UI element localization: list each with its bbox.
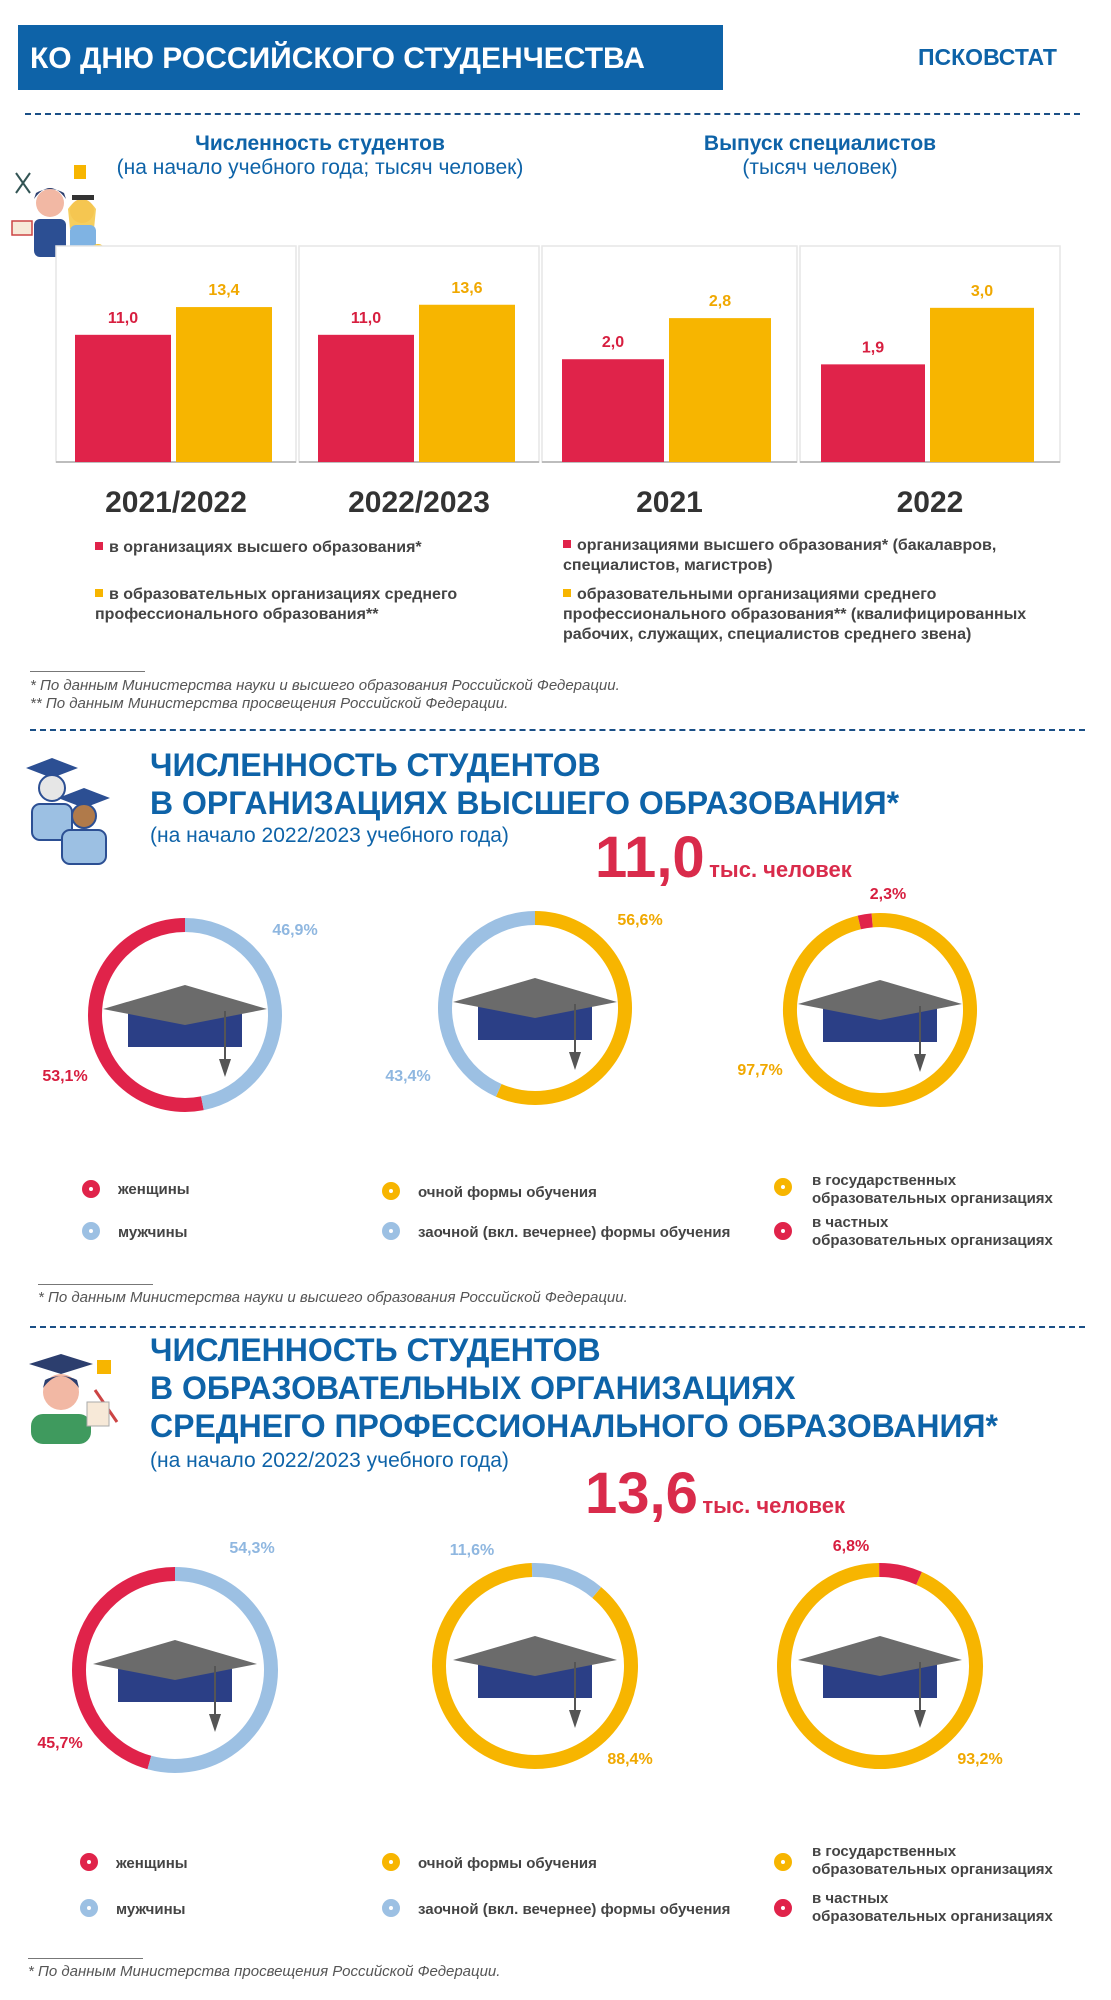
legend-label: в организациях высшего образования*: [109, 539, 422, 556]
bar-value-label: 2,8: [708, 293, 732, 311]
students-count-title: [70, 132, 570, 180]
donut-value-label: 6,8%: [832, 1538, 870, 1555]
section3-title-line: В ОБРАЗОВАТЕЛЬНЫХ ОРГАНИЗАЦИЯХ: [150, 1370, 796, 1406]
total-unit: тыс. человек: [702, 1493, 845, 1518]
legend-square-red: [95, 542, 103, 550]
bar-red: [75, 335, 171, 462]
legend-parttime: заочной (вкл. вечернее) формы обучения: [418, 1901, 731, 1918]
donut-value-label: 46,9%: [272, 922, 318, 939]
section2-title: [150, 746, 899, 822]
section3-title: [150, 1331, 998, 1445]
legend-parttime: заочной (вкл. вечернее) формы обучения: [418, 1224, 731, 1241]
legend-item-secondary-ed: [95, 585, 475, 625]
legend-square-red: [563, 540, 571, 548]
donut-charts-secondary-ed: [0, 1530, 1111, 1800]
bar-yellow: [419, 305, 515, 462]
legend-ring-blue: [80, 1899, 98, 1917]
legend-women: женщины: [116, 1855, 188, 1872]
category-label: 2022/2023: [348, 486, 490, 519]
section3-total: [585, 1460, 845, 1527]
bar-yellow: [669, 318, 771, 462]
bar-value-label: 13,4: [208, 282, 240, 300]
legend-state-line: образовательных организациях: [812, 1861, 1053, 1878]
legend-ring-yellow: [382, 1182, 400, 1200]
bar-value-label: 11,0: [107, 309, 139, 327]
graduates-subtitle: (тысяч человек): [742, 156, 898, 179]
legend-item-higher-ed: [95, 538, 515, 558]
legend-private-line: в частных: [812, 1214, 889, 1231]
donut-value-label: 45,7%: [37, 1735, 83, 1752]
bar-yellow: [930, 308, 1034, 462]
donut-value-label: 11,6%: [449, 1542, 495, 1559]
section2-subtitle: (на начало 2022/2023 учебного года): [150, 824, 509, 847]
bar-chart: [50, 240, 1080, 530]
legend-fulltime: очной формы обучения: [418, 1184, 597, 1201]
bar-value-label: 2,0: [601, 334, 625, 352]
section3-footnote: * По данным Министерства просвещения Российской Федерации.: [28, 1963, 501, 1980]
legend-ring-yellow: [774, 1853, 792, 1871]
section3-subtitle: (на начало 2022/2023 учебного года): [150, 1449, 509, 1472]
divider: [30, 1326, 1085, 1328]
brand-name: ПСКОВСТАТ: [918, 44, 1057, 70]
legend-square-yellow: [563, 589, 571, 597]
legend-private-line: в частных: [812, 1890, 889, 1907]
legend-ring-blue: [382, 1222, 400, 1240]
category-label: 2022: [896, 486, 964, 519]
legend-state-line: образовательных организациях: [812, 1190, 1053, 1207]
cap-board: [103, 985, 267, 1025]
bar-yellow: [176, 307, 272, 462]
students-count-title-text: Численность студентов: [195, 132, 445, 155]
graduates-title: [620, 132, 1020, 180]
legend-private-line: образовательных организациях: [812, 1908, 1053, 1925]
bar-red: [562, 359, 664, 462]
legend-ring-yellow: [774, 1178, 792, 1196]
legend-women: женщины: [118, 1181, 190, 1198]
total-number: 11,0: [595, 825, 705, 890]
legend-ring-blue: [82, 1222, 100, 1240]
donut-value-label: 56,6%: [617, 912, 663, 929]
legend-private: [812, 1890, 1053, 1926]
students-count-subtitle: (на начало учебного года; тысяч человек): [116, 156, 524, 179]
legend-item-grad-secondary: [563, 585, 1073, 645]
donut-value-label: 43,4%: [385, 1068, 431, 1085]
category-label: 2021/2022: [105, 486, 247, 519]
cap-tassel: [914, 1054, 926, 1072]
footnote-line: [30, 671, 145, 672]
donut-value-label: 93,2%: [957, 1751, 1003, 1768]
cap-tassel: [569, 1710, 581, 1728]
cap-board: [93, 1640, 257, 1680]
legend-ring-red: [82, 1180, 100, 1198]
legend-item-grad-higher: [563, 536, 1033, 576]
legend-ring-red: [774, 1899, 792, 1917]
donut-charts-higher-ed: [0, 880, 1111, 1140]
footnote-1: * По данным Министерства науки и высшего образования Российской Федерации.: [30, 677, 620, 694]
legend-private: [812, 1214, 1053, 1250]
cap-tassel: [914, 1710, 926, 1728]
donut-value-label: 53,1%: [42, 1068, 88, 1085]
bar-value-label: 1,9: [861, 339, 885, 357]
legend-ring-blue: [382, 1899, 400, 1917]
total-number: 13,6: [585, 1461, 698, 1526]
legend-state: [812, 1843, 1053, 1879]
cap-board: [453, 1636, 617, 1676]
bar-value-label: 11,0: [350, 309, 382, 327]
legend-state-line: в государственных: [812, 1172, 957, 1189]
legend-state: [812, 1172, 1053, 1208]
donut-value-label: 97,7%: [737, 1062, 783, 1079]
bar-red: [318, 335, 414, 462]
student-icon: [25, 1350, 125, 1445]
category-label: 2021: [636, 486, 703, 519]
footnote-line: [38, 1284, 153, 1285]
legend-label: образовательными организациями среднего профессионального образования** (квалифицированных рабочих, служащих, специалистов среднего звена): [563, 586, 1027, 643]
legend-ring-red: [774, 1222, 792, 1240]
legend-ring-red: [80, 1853, 98, 1871]
footnote-line: [28, 1958, 143, 1959]
page-header: КО ДНЮ РОССИЙСКОГО СТУДЕНЧЕСТВА: [18, 25, 723, 90]
donut-value-label: 54,3%: [229, 1540, 275, 1557]
legend-square-yellow: [95, 589, 103, 597]
divider: [30, 729, 1085, 731]
cap-tassel: [569, 1052, 581, 1070]
cap-tassel: [209, 1714, 221, 1732]
footnote-2: ** По данным Министерства просвещения Российской Федерации.: [30, 695, 509, 712]
bar-red: [821, 364, 925, 462]
donut-value-label: 2,3%: [869, 886, 907, 903]
legend-ring-yellow: [382, 1853, 400, 1871]
legend-state-line: в государственных: [812, 1843, 957, 1860]
section2-footnote: * По данным Министерства науки и высшего образования Российской Федерации.: [38, 1289, 628, 1306]
donut-segment: [532, 1570, 597, 1592]
section3-title-line: СРЕДНЕГО ПРОФЕССИОНАЛЬНОГО ОБРАЗОВАНИЯ*: [150, 1408, 998, 1444]
cap-tassel: [219, 1059, 231, 1077]
legend-men: мужчины: [118, 1224, 188, 1241]
bar-value-label: 3,0: [970, 282, 994, 300]
legend-fulltime: очной формы обучения: [418, 1855, 597, 1872]
graduates-title-text: Выпуск специалистов: [703, 132, 937, 155]
divider: [25, 113, 1080, 115]
cap-board: [798, 1636, 962, 1676]
legend-private-line: образовательных организациях: [812, 1232, 1053, 1249]
total-unit: тыс. человек: [709, 857, 852, 882]
donut-segment: [859, 920, 872, 922]
section2-title-line: ЧИСЛЕННОСТЬ СТУДЕНТОВ: [150, 747, 601, 783]
donut-value-label: 88,4%: [607, 1751, 653, 1768]
section2-title-line: В ОРГАНИЗАЦИЯХ ВЫСШЕГО ОБРАЗОВАНИЯ*: [150, 785, 900, 821]
legend-label: организациями высшего образования* (бакалавров, специалистов, магистров): [563, 537, 997, 574]
section3-title-line: ЧИСЛЕННОСТЬ СТУДЕНТОВ: [150, 1332, 601, 1368]
cap-board: [798, 980, 962, 1020]
graduate-students-icon: [22, 752, 114, 867]
legend-label: в образовательных организациях среднего профессионального образования**: [95, 586, 458, 623]
cap-board: [453, 978, 617, 1018]
bar-value-label: 13,6: [451, 279, 483, 297]
donut-segment: [879, 1570, 919, 1578]
legend-men: мужчины: [116, 1901, 186, 1918]
